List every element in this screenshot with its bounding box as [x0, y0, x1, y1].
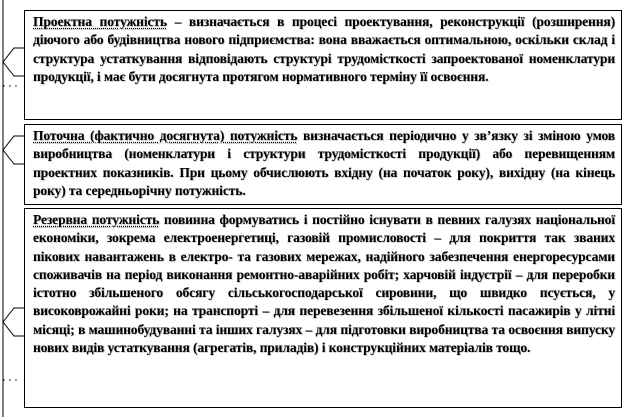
block-term: Поточна (фактично досягнута) потужність	[33, 128, 298, 143]
block-term: Резервна потужність	[33, 212, 160, 227]
block-term: Проектна потужність	[33, 14, 167, 29]
block-current-capacity	[24, 124, 622, 205]
block-text: – визначається в процесі проектування, реконструкції (розширення) діючого або будівництва нового підприємства: вона вважається оптимальною, оскільки склад і структура устаткування відповідають структурі трудомісткості запроектованої номенклатури продукції, і має бути досягнута протягом нормативного терміну її освоєння.	[33, 14, 616, 84]
block-text: визначається періодично у зв’язку зі зміною умов виробництва (номенклатури і структури трудомісткості продукції) або перевищенням проектних показників. При цьому обчислюють вхідну (на початок року), вихідну (на кінець року) та середньорічну потужність.	[33, 128, 615, 198]
block-reserve-capacity	[24, 208, 622, 408]
connector-block-1	[3, 48, 24, 62]
block-design-capacity	[24, 10, 622, 120]
block-text: повинна формуватись і постійно існувати в певних галузях національної економіки, зокрема електроенергетиці, газовій промисловості – для покриття так званих пікових навантажень в електро- та газових мережах, надійного забезпечення енергоресурсами споживачів на період виконання ремонтно-аварійних робіт; харчовій індустрії – для переробки істотно збільшеного обсягу сільськогосподарської сировини, що швидко псується, у високоврожайні роки; на транспорті – для перевезення збільшеної кількості пасажирів у літні місяці; в машинобудуванні та інших галузях – для підготовки виробництва та освоєння випуску нових видів устаткування (агрегатів, приладів) і конструкційних матеріалів тощо.	[33, 212, 615, 356]
connector-block-2	[3, 136, 24, 150]
connector-block-3	[3, 308, 24, 322]
